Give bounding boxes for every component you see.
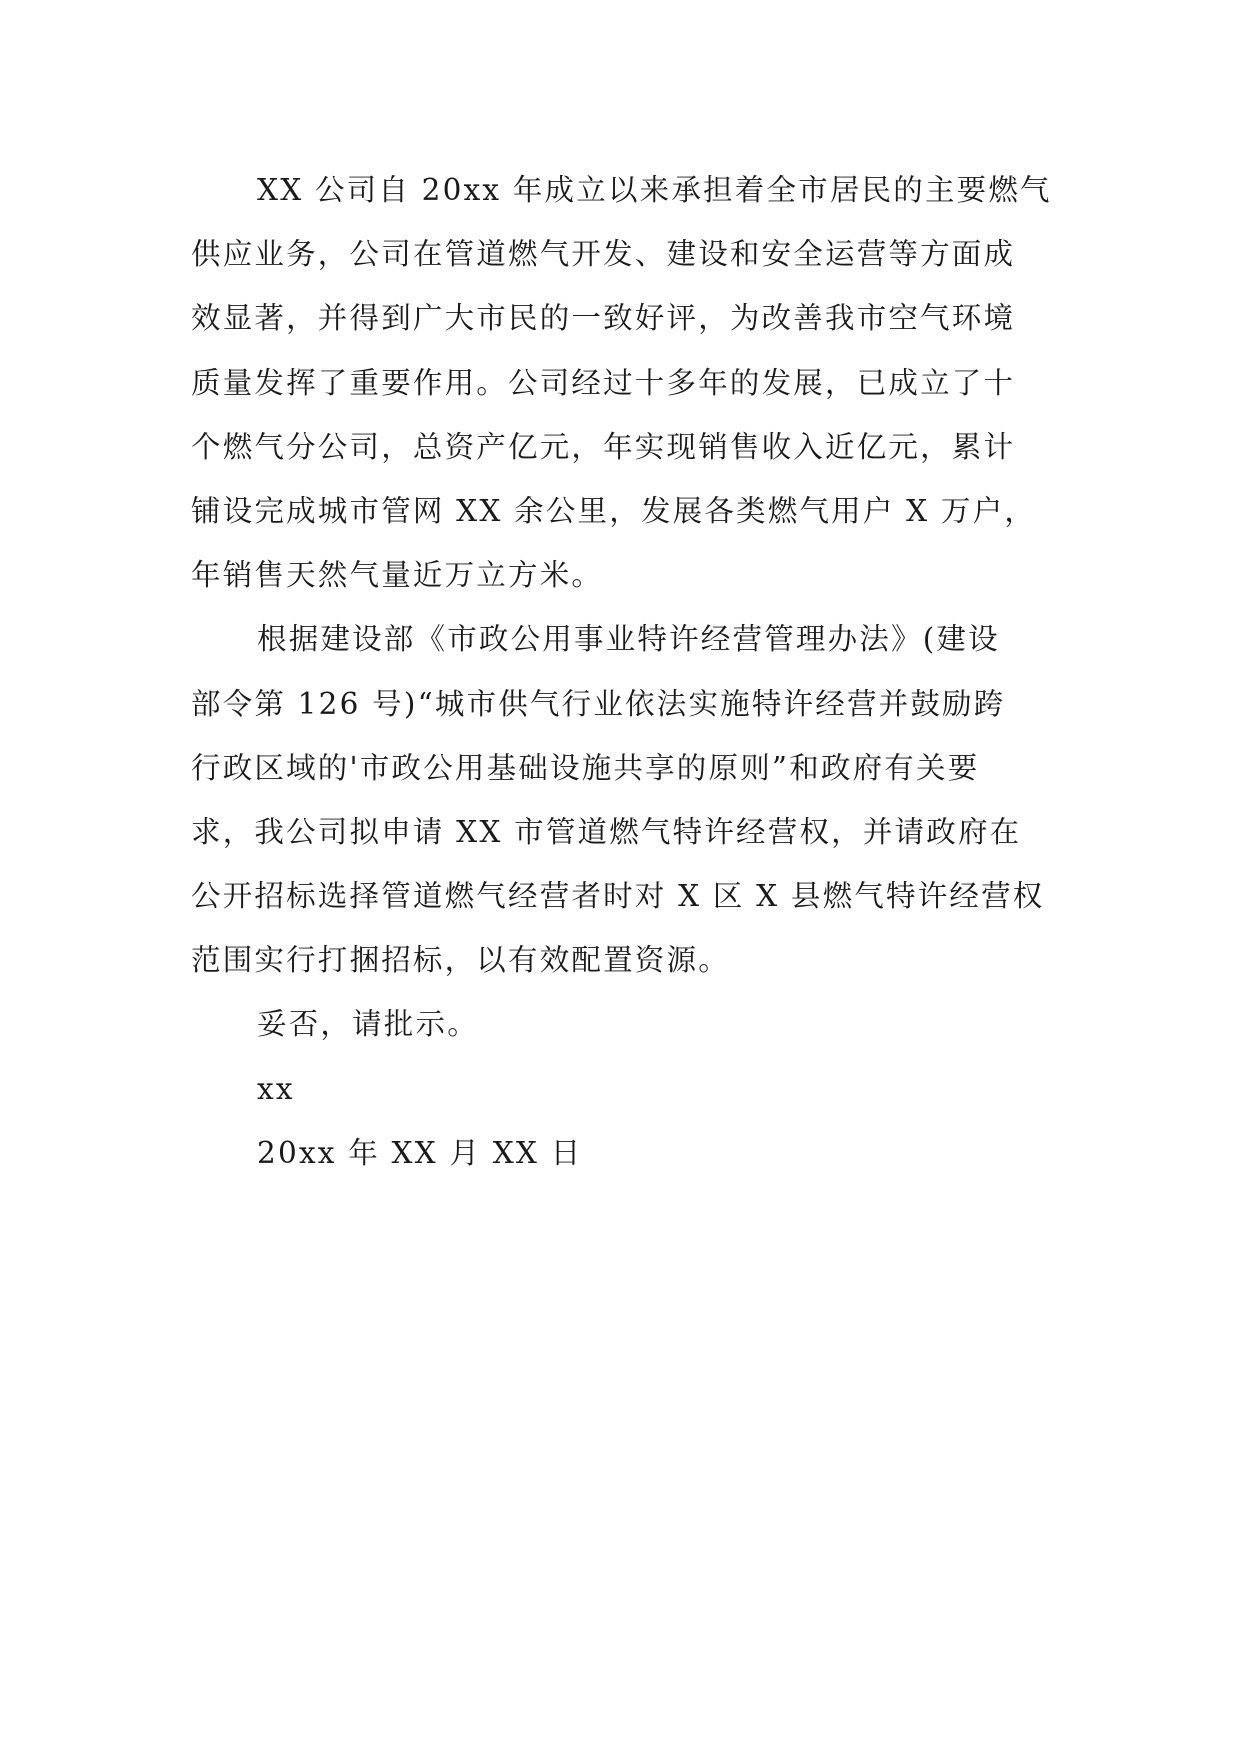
text-line: 根据建设部《市政公用事业特许经营管理办法》(建设	[257, 622, 1000, 657]
paragraph-request	[191, 607, 1061, 992]
closing-line: 妥否，请批示。	[257, 1007, 479, 1042]
document-body	[191, 158, 1061, 1185]
text-line: 供应业务，公司在管道燃气开发、建设和安全运营等方面成	[191, 237, 1016, 272]
text-line: XX 公司自 20xx 年成立以来承担着全市居民的主要燃气	[257, 173, 1052, 207]
text-line: 质量发挥了重要作用。公司经过十多年的发展，已成立了十	[191, 365, 1016, 400]
text-line: 范围实行打捆招标，以有效配置资源。	[191, 943, 730, 978]
text-line: 求，我公司拟申请 XX 市管道燃气特许经营权，并请政府在	[191, 814, 1022, 849]
text-line: 行政区域的'市政公用基础设施共享的原则”和政府有关要	[191, 750, 980, 785]
text-line: 铺设完成城市管网 XX 余公里，发展各类燃气用户 X 万户，	[191, 493, 1037, 528]
paragraph-intro	[191, 158, 1061, 607]
signature: xx	[257, 1071, 295, 1106]
text-line: 部令第 126 号)“城市供气行业依法实施特许经营并鼓励跨	[191, 686, 1006, 721]
text-line: 效显著，并得到广大市民的一致好评，为改善我市空气环境	[191, 301, 1016, 336]
text-line: 公开招标选择管道燃气经营者时对 X 区 X 县燃气特许经营权	[191, 879, 1045, 914]
text-line: 年销售天然气量近万立方米。	[191, 558, 604, 593]
document-date: 20xx 年 XX 月 XX 日	[257, 1135, 583, 1170]
text-line: 个燃气分公司，总资产亿元，年实现销售收入近亿元，累计	[191, 429, 1016, 464]
